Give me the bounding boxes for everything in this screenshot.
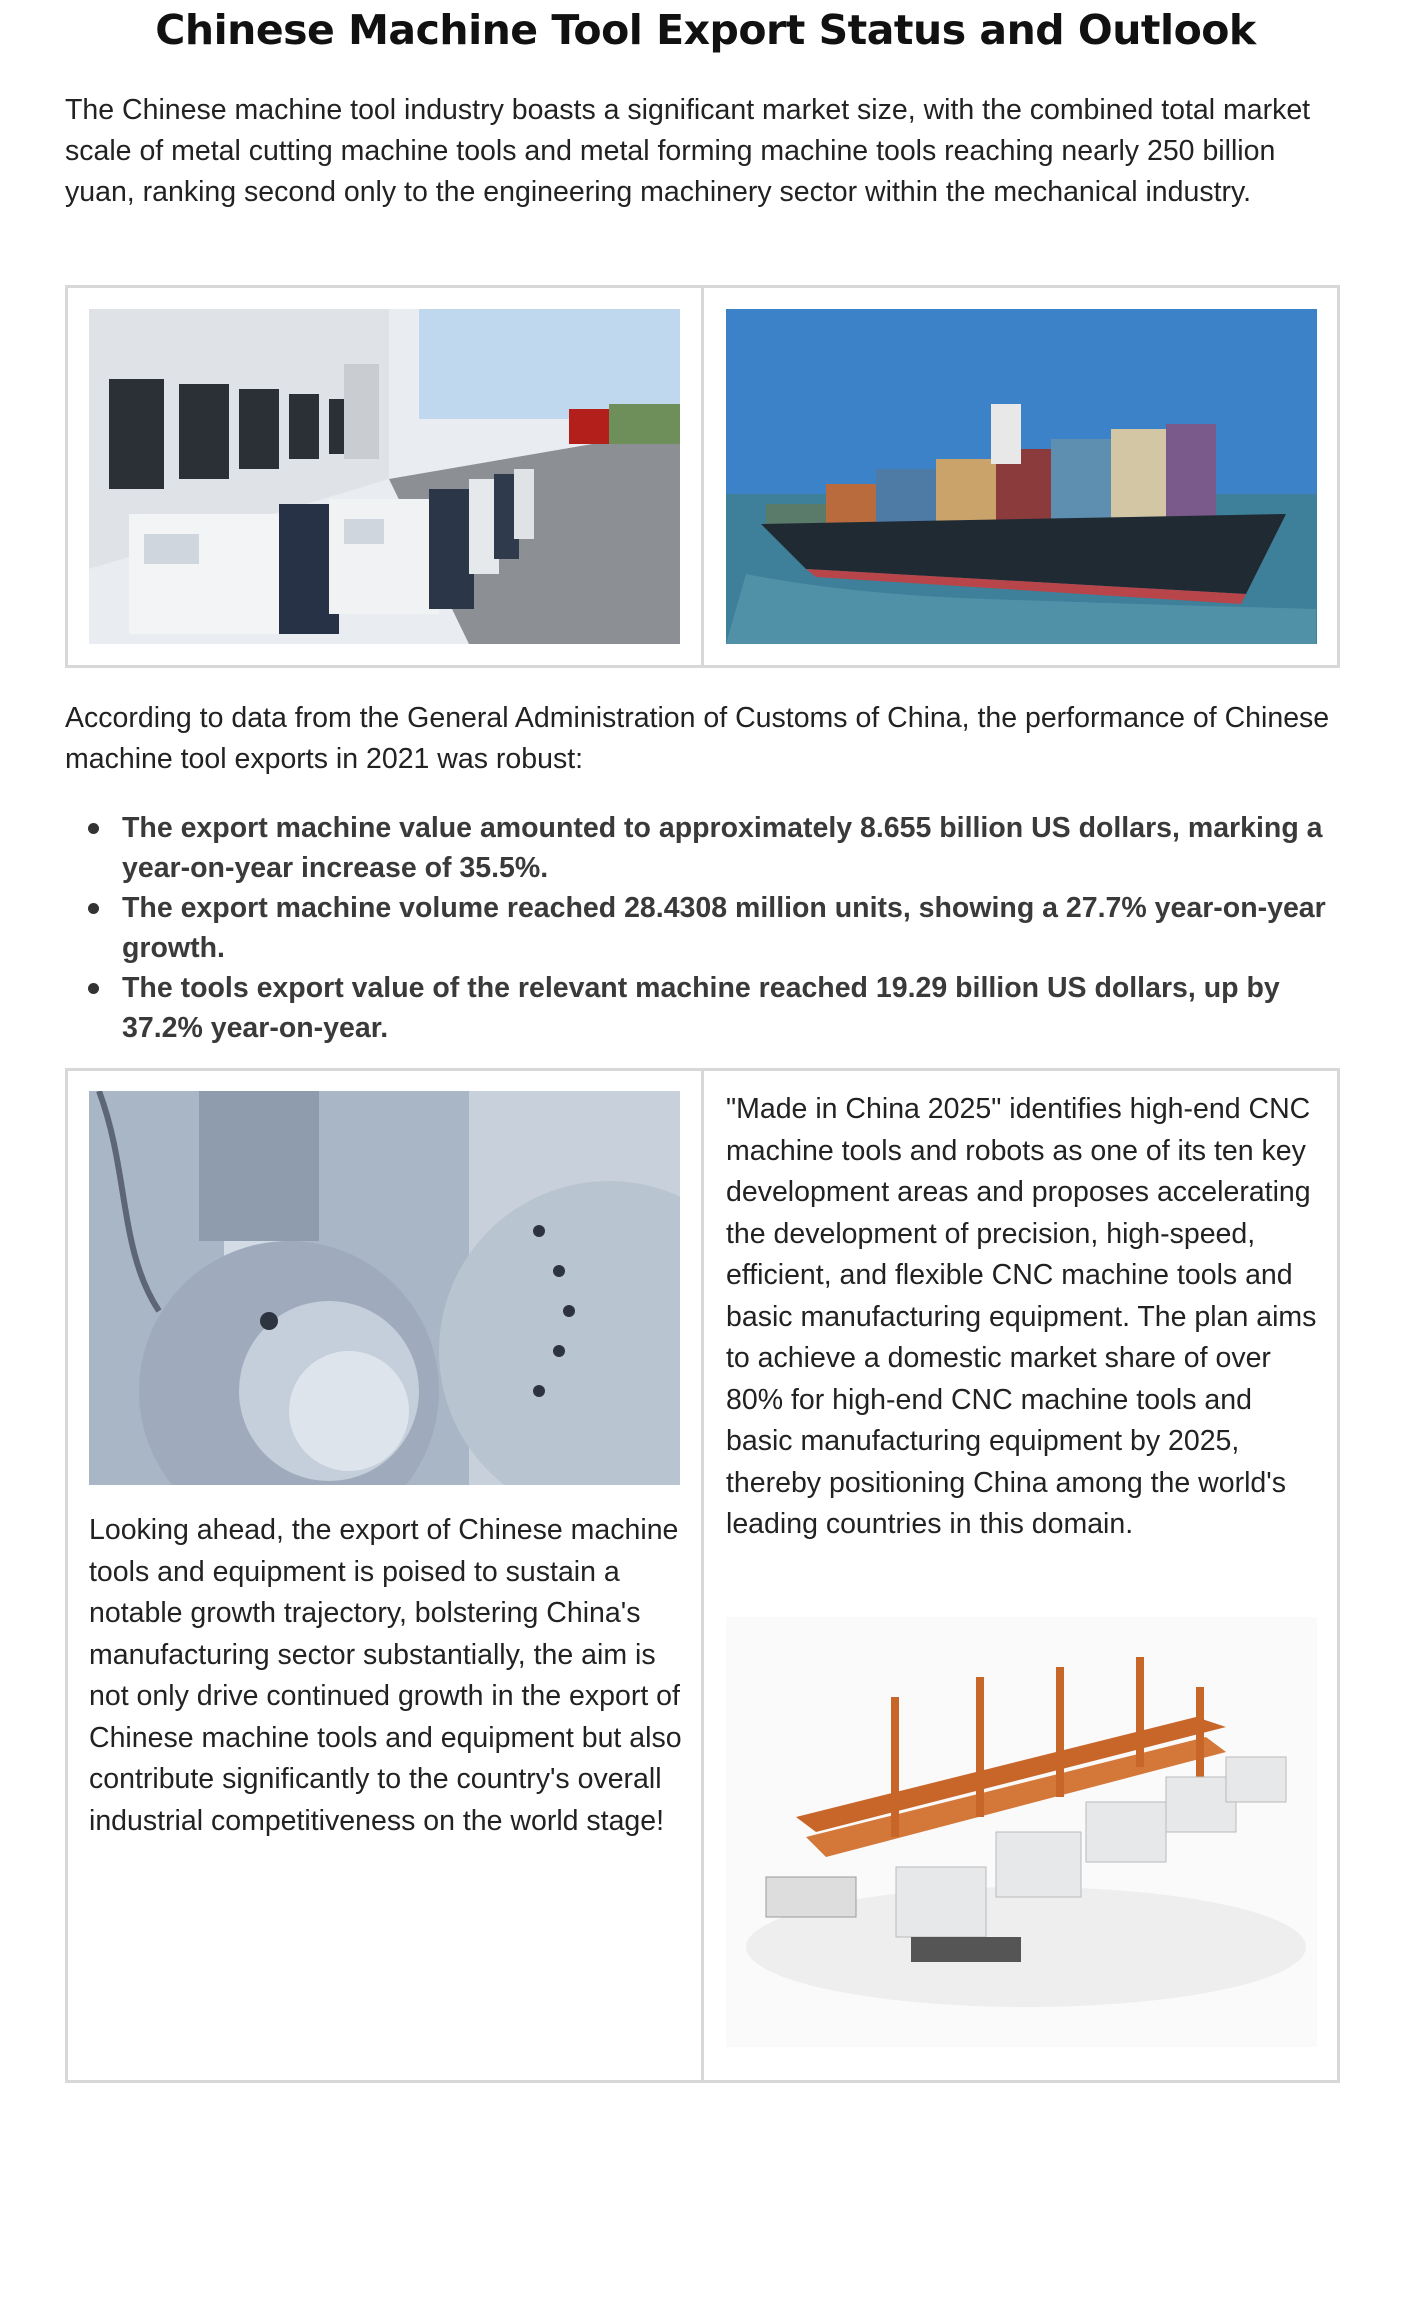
- bottom-box-divider: [701, 1068, 704, 2083]
- intro-paragraph: The Chinese machine tool industry boasts a significant market size, with the combined total market scale of metal cutting machine tools and metal forming machine tools reaching nearly 250 billion yuan, ranking second only to the engineering machinery sector within the mechanical industry.: [65, 94, 1311, 208]
- customs-paragraph: According to data from the General Administration of Customs of China, the performance of Chinese machine tool exports in 2021 was robust:: [65, 702, 1330, 775]
- cnc-cutting-image: [89, 1091, 680, 1485]
- list-item: The export machine volume reached 28.4308 million units, showing a 27.7% year-on-year growth.: [65, 888, 1345, 968]
- container-ship-image: [726, 309, 1317, 644]
- made-in-china-paragraph: "Made in China 2025" identifies high-end CNC machine tools and robots as one of its ten key development areas and proposes accelerating the development of precision, high-speed, efficient, and flexible CNC machine tools and basic manufacturing equipment. The plan aims to achieve a domestic market share of over 80% for high-end CNC machine tools and basic manufacturing equipment by 2025, thereby positioning China among the world's leading countries in this domain.: [726, 1093, 1317, 1540]
- automation-line-image: [726, 1617, 1317, 2047]
- top-box-divider: [701, 285, 704, 668]
- page-title: Chinese Machine Tool Export Status and Outlook: [155, 6, 1256, 54]
- outlook-paragraph: Looking ahead, the export of Chinese machine tools and equipment is poised to sustain a notable growth trajectory, bolstering China's manufacturing sector substantially, the aim is not only drive continued growth in the export of Chinese machine tools and equipment but also contribute significantly to the country's overall industrial competitiveness on the world stage!: [89, 1514, 682, 1837]
- list-item: The export machine value amounted to approximately 8.655 billion US dollars, marking a year-on-year increase of 35.5%.: [65, 808, 1345, 888]
- factory-machines-image: [89, 309, 680, 644]
- export-stats-list: [65, 808, 1345, 1048]
- list-item: The tools export value of the relevant machine reached 19.29 billion US dollars, up by 37.2% year-on-year.: [65, 968, 1345, 1048]
